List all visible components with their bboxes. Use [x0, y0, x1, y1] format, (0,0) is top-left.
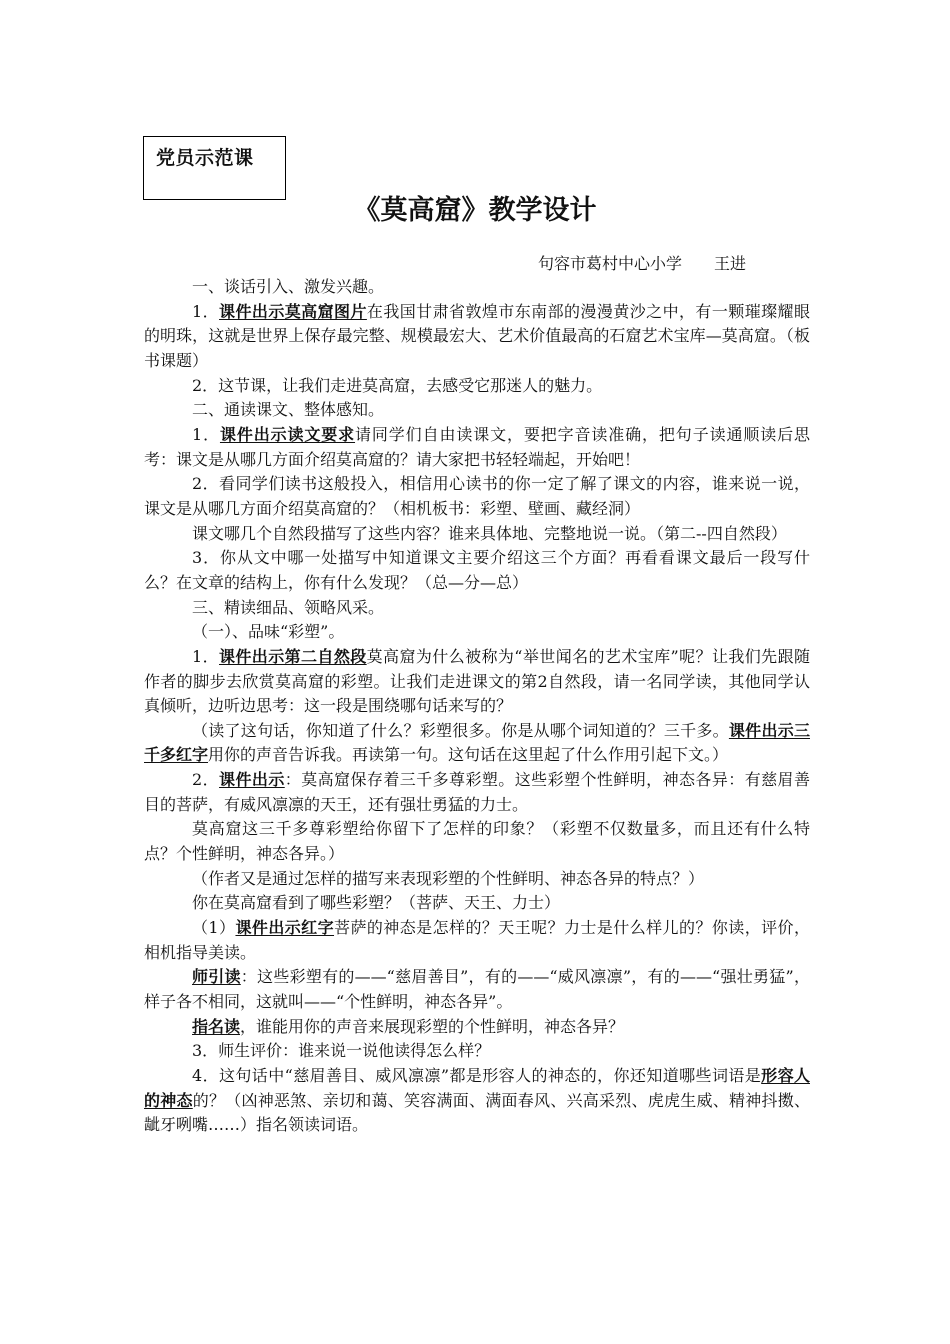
paragraph [144, 300, 810, 374]
paragraph-text: 你在莫高窟看到了哪些彩塑？（菩萨、天王、力士） [192, 893, 561, 913]
paragraph-text: 三、精读细品、领略风采。 [192, 597, 385, 617]
paragraph-text: 在我国甘肃省敦煌市东南部的漫漫黄沙之中，有一颗璀璨耀眼的明珠，这就是世界上保存最完整、规模最宏大、艺术价值最高的石窟艺术宝库—莫高窟。（板书课题） [144, 301, 810, 370]
paragraph [144, 596, 810, 621]
paragraph-text: 课文哪几个自然段描写了这些内容？谁来具体地、完整地说一说。（第二--四自然段） [192, 523, 787, 543]
paragraph [144, 817, 810, 866]
paragraph [144, 423, 810, 472]
paragraph [144, 374, 810, 399]
paragraph-text: ，谁能用你的声音来展现彩塑的个性鲜明，神态各异？ [240, 1016, 625, 1036]
keyword-highlight: 指名读 [192, 1016, 241, 1036]
paragraph [144, 620, 810, 645]
paragraph-text: 二、通读课文、整体感知。 [192, 400, 385, 420]
paragraph [144, 1064, 810, 1138]
paragraph-text: 2．看同学们读书这般投入，相信用心读书的你一定了解了课文的内容，谁来说一说，课文是从哪几方面介绍莫高窟的？（相机板书：彩塑、壁画、藏经洞） [144, 474, 810, 518]
paragraph-text: 请同学们自由读课文，要把字音读准确，把句子读通顺读后思考：课文是从哪几方面介绍莫高窟的？请大家把书轻轻端起，开始吧！ [144, 424, 810, 469]
author-line: 句容市葛村中心小学 王进 [538, 254, 747, 273]
paragraph [144, 275, 810, 300]
keyword-highlight: 形容人的神态 [144, 1066, 810, 1110]
paragraph-text: 莫高窟这三千多尊彩塑给你留下了怎样的印象？（彩塑不仅数量多，而且还有什么特点？个性鲜明，神态各异。） [144, 819, 810, 864]
paragraph-text: （作者又是通过怎样的描写来表现彩塑的个性鲜明、神态各异的特点？） [192, 868, 705, 888]
paragraph-text: 1． [192, 424, 220, 444]
paragraph [144, 965, 810, 1014]
paragraph-text: 一、谈话引入、激发兴趣。 [192, 277, 385, 296]
keyword-highlight: 课件出示三千多红字 [144, 720, 810, 765]
paragraph-text: 2． [192, 770, 220, 790]
paragraph [144, 472, 810, 521]
paragraph-text: ：莫高窟保存着三千多尊彩塑。这些彩塑个性鲜明，神态各异：有慈眉善目的菩萨，有威风凛凛的天王，还有强壮勇猛的力士。 [144, 770, 810, 814]
paragraph-text: 3．师生评价：谁来说一说他读得怎么样？ [192, 1041, 491, 1061]
document-body [144, 275, 810, 1138]
paragraph [144, 891, 810, 916]
paragraph [144, 916, 810, 965]
paragraph [144, 719, 810, 768]
paragraph-text: 1． [192, 301, 220, 321]
paragraph-text: 3．你从文中哪一处描写中知道课文主要介绍这三个方面？再看看课文最后一段写什么？在文章的结构上，你有什么发现？（总—分—总） [144, 548, 810, 592]
keyword-highlight: 课件出示第二自然段 [219, 646, 367, 666]
paragraph-text: 2．这节课，让我们走进莫高窟，去感受它那迷人的魅力。 [192, 375, 603, 395]
paragraph-text: ：这些彩塑有的——“慈眉善目”，有的——“威风凛凛”，有的——“强壮勇猛”，样子各不相同，这就叫——“个性鲜明，神态各异”。 [144, 967, 810, 1012]
paragraph-text: 4．这句话中“慈眉善目、威风凛凛”都是形容人的神态的，你还知道哪些词语是 [192, 1066, 762, 1085]
keyword-highlight: 课件出示莫高窟图片 [219, 301, 367, 321]
paragraph-text: 菩萨的神态是怎样的？天王呢？力士是什么样儿的？你读，评价，相机指导美读。 [144, 918, 810, 962]
paragraph-text: 1． [192, 646, 219, 666]
keyword-highlight: 课件出示 [219, 770, 285, 790]
paragraph [144, 867, 810, 892]
paragraph-text: （一）、品味“彩塑”。 [192, 622, 345, 642]
document-title: 《莫高窟》教学设计 [353, 195, 597, 226]
keyword-highlight: 课件出示读文要求 [219, 424, 356, 444]
paragraph [144, 546, 810, 595]
badge-label: 党员示范课 [156, 147, 254, 169]
paragraph-text: （1） [192, 918, 236, 938]
paragraph [144, 522, 810, 547]
paragraph-text: 用你的声音告诉我。再读第一句。这句话在这里起了什么作用引起下文。） [208, 745, 729, 765]
paragraph [144, 645, 810, 719]
paragraph-text: （读了这句话，你知道了什么？彩塑很多。你是从哪个词知道的？三千多。 [192, 720, 729, 740]
keyword-highlight: 课件出示红字 [235, 918, 335, 938]
paragraph [144, 768, 810, 817]
paragraph [144, 398, 810, 423]
paragraph [144, 1039, 810, 1064]
keyword-highlight: 师引读 [192, 967, 241, 987]
paragraph [144, 1015, 810, 1040]
paragraph-text: 的？（凶神恶煞、亲切和蔼、笑容满面、满面春风、兴高采烈、虎虎生威、精神抖擞、龇牙咧嘴……）指名领读词语。 [144, 1090, 810, 1135]
paragraph-text: 莫高窟为什么被称为“举世闻名的艺术宝库”呢？让我们先跟随作者的脚步去欣赏莫高窟的彩塑。让我们走进课文的第2自然段，请一名同学读，其他同学认真倾听，边听边思考：这一段是围绕哪句话来写的？ [144, 646, 810, 716]
